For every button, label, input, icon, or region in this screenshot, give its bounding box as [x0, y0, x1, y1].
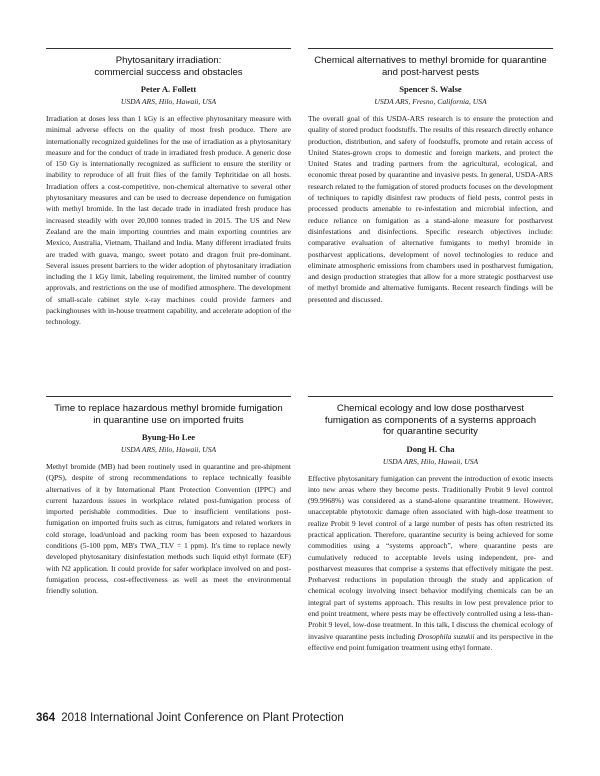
author-affiliation: USDA ARS, Fresno, California, USA: [374, 97, 487, 106]
author-affiliation: USDA ARS, Hilo, Hawaii, USA: [120, 97, 217, 106]
abstract-lee: [46, 396, 291, 597]
abstract-body: The overall goal of this USDA-ARS research is to ensure the protection and quality of stored product foodstuffs. The results of this research directly enhance production, distribution, and safety of foodstuffs, promote and retain access of United States-grown crops to domestic and foreign markets, and protect the United States and trading partners from the agricultural, ecological, and economic threat posed by quarantine and invasive pests. In general, USDA-ARS research related to the fumigation of stored products focuses on the development of techniques to rapidly disinfest raw products of field pests, control pests in processed products amenable to re-infestation and microbial infection, and reduce reliance on fumigation as a stand-alone measure for postharvest disinfestations and disinfections. Specific research objectives include: comparative evaluation of alternative fumigants to methyl bromide in postharvest applications, development of novel technologies to reduce and eliminate atmospheric emissions from chambers used in postharvest fumigation, and design production strategies that allow for a more strategic postharvest use of methyl bromide and alternative fumigants. Recent research findings will be presented and discussed.: [308, 114, 553, 304]
author-name: Dong H. Cha: [406, 443, 455, 454]
abstract-body: [308, 473, 553, 654]
abstract-walse: [308, 48, 553, 305]
divider-rule: [308, 396, 553, 397]
author-name: Spencer S. Walse: [399, 84, 462, 94]
divider-rule: [46, 48, 291, 49]
divider-rule: [46, 396, 291, 397]
abstract-title: Time to replace hazardous methyl bromide fumigation in quarantine use on imported fruits: [54, 403, 283, 426]
abstract-cha: [308, 396, 553, 653]
author-name: Peter A. Follett: [140, 84, 197, 94]
abstract-title: Chemical alternatives to methyl bromide for quarantine and post-harvest pests: [314, 55, 547, 78]
abstract-body: Irradiation at doses less than 1 kGy is an effective phytosanitary measure with minimal adverse effects on the quality of most fresh produce. There are internationally recognized guidelines for the use of irradiation as a phytosanitary measure and for the conduct of trade in irradiated fresh produce. A generic dose of 150 Gy is internationally recognized as sufficient to ensure the sterility or inability to reproduce of all fruit flies of the family Tephritidae on all hosts. Irradiation offers a cost-competitive, non-chemical alternative to several other phytosanitary measures and can be used to decrease dependence on fumigation with methyl bromide. In the last decade trade in irradiated fresh produce has increased steadily with over 20,000 tonnes traded in 2015. The US and New Zealand are the main importing countries and main exporting countries are Mexico, Australia, Vietnam, Thailand and India. Many different irradiated fruits are traded with guava, mango, sweet potato and dragon fruit pre-dominant. Several issues present barriers to the wider adoption of phytosanitary irradiation including the 1 kGy limit, labeling requirement, the limited number of country approvals, and restrictions on the use of modified atmosphere. The development of small-scale cabinet style x-ray machines could provide farmers and packinghouses with in-house treatment capability, and accelerate adoption of the technology.: [46, 114, 291, 327]
conference-name: 2018 International Joint Conference on Plant Protection: [61, 712, 344, 724]
author-affiliation: USDA ARS, Hilo, Hawaii, USA: [120, 445, 217, 454]
abstract-title: Chemical ecology and low dose postharvest fumigation as components of a systems approach for quarantine security: [324, 403, 537, 437]
abstract-follett: [46, 48, 291, 328]
abstract-text: and its perspective in the effective end point fumigation treatment using ethyl formate.: [308, 631, 553, 652]
page-footer: [36, 712, 344, 724]
divider-rule: [308, 48, 553, 49]
abstract-body: Methyl bromide (MB) had been routinely used in quarantine and pre-shipment (QPS), despite of strong recommendations to replace technically feasible alternatives of it by International Plant Protection Convention (IPPC) and current hazardous issues in workplace related post-fumigation process of imported perishable commodities. Due to insufficient ventilations post-fumigation on imported fruits such as citrus, fumigators and related workers in cold storage, load/unload and packing room has been exposed to hazardous conditions (5-100 ppm, MB's TWA_TLV = 1 ppm). It's time to replace newly developed phytosanitary disinfestation methods such liquid ethyl formate (EF) with N2 application. It could provide for safer workplace involved on and post-fumigation process, cost-effectiveness as well as meet the environmental friendly solution.: [46, 462, 291, 596]
author-affiliation: USDA ARS, Hilo, Hawaii, USA: [382, 456, 479, 466]
abstract-title: Phytosanitary irradiation: commercial success and obstacles: [94, 55, 243, 78]
author-name: Byung-Ho Lee: [141, 432, 196, 442]
page-number: 364: [36, 712, 56, 724]
abstract-text: Effective phytosanitary fumigation can prevent the introduction of exotic insects into new areas where they become pests. Traditionally Probit 9 level control (99.9968%) was considered as a stand-alone quarantine treatment. However, unacceptable phytotoxic damage often associated with high-dose treatment to realize Probit 9 level control of a large number of pests has often restricted its practical application. Therefore, quarantine security is being achieved for some commodities using a “systems approach”, where quarantine pests are cumulatively reduced to acceptable levels using independent, pre- and postharvest measures that comprise a systems that effectively mitigate the pest. Preharvest reductions in population through the study and application of chemical ecology involving insect behavior modifying chemicals can be an integral part of systems approach. This results in low pest prevalence prior to end point treatment, where pests may be effectively controlled using a less-than-Probit 9 level, low-dose treatment. In this talk, I discuss the chemical ecology of invasive quarantine pests including: [308, 473, 553, 641]
species-name: Drosophila suzukii: [417, 631, 475, 641]
